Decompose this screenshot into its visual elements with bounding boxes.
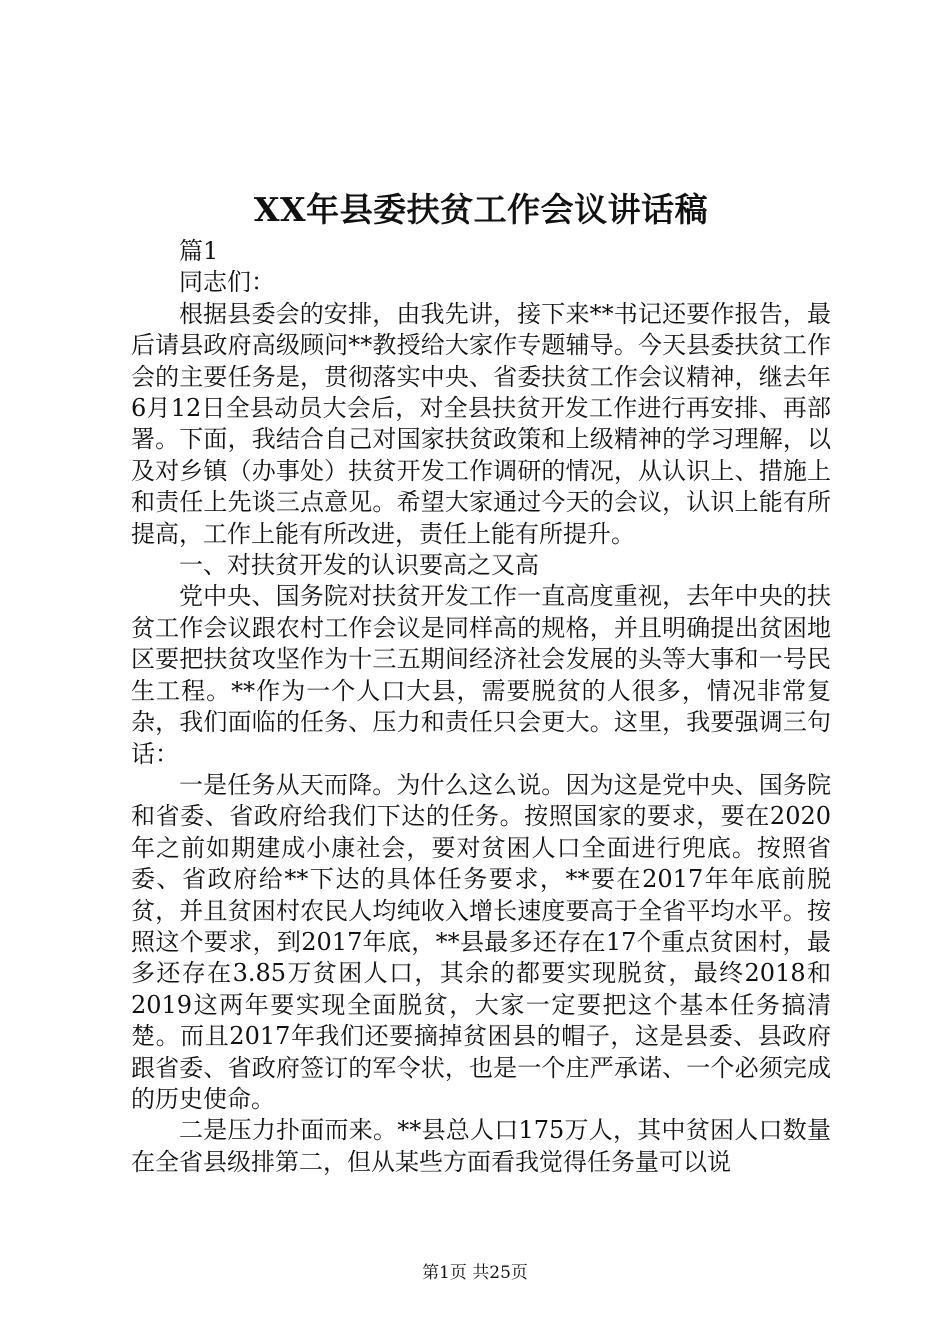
paragraph-pressure: 二是压力扑面而来。**县总人口175万人，其中贫困人口数量在全省县级排第二，但从某些方面看我觉得任务量可以说 — [131, 1116, 831, 1176]
paragraph-central-policy: 党中央、国务院对扶贫开发工作一直高度重视，去年中央的扶贫工作会议跟农村工作会议是同样高的规格，并且明确提出贫困地区要把扶贫攻坚作为十三五期间经济社会发展的头等大事和一号民生工程。**作为一个人口大县，需要脱贫的人很多，情况非常复杂，我们面临的任务、压力和责任只会更大。这里，我要强调三句话： — [131, 582, 831, 768]
page-footer: 第1页 共25页 — [422, 1263, 528, 1283]
paragraph-introduction: 根据县委会的安排，由我先讲，接下来**书记还要作报告，最后请县政府高级顾问**教授给大家作专题辅导。今天县委扶贫工作会的主要任务是，贯彻落实中央、省委扶贫工作会议精神，继去年6月12日全县动员大会后，对全县扶贫开发工作进行再安排、再部署。下面，我结合自己对国家扶贫政策和上级精神的学习理解，以及对乡镇（办事处）扶贫开发工作调研的情况，从认识上、措施上和责任上先谈三点意见。希望大家通过今天的会议，认识上能有所提高，工作上能有所改进，责任上能有所提升。 — [131, 299, 831, 548]
section-heading-one: 一、对扶贫开发的认识要高之又高 — [179, 551, 539, 580]
document-body — [131, 190, 831, 1178]
paragraph-task-from-above: 一是任务从天而降。为什么这么说。因为这是党中央、国务院和省委、省政府给我们下达的任务。按照国家的要求，要在2020年之前如期建成小康社会，要对贫困人口全面进行兜底。按照省委、省政府给**下达的具体任务要求，**要在2017年年底前脱贫，并且贫困村农民人均纯收入增长速度要高于全省平均水平。按照这个要求，到2017年底，**县最多还存在17个重点贫困村，最多还存在3.85万贫困人口，其余的都要实现脱贫，最终2018和2019这两年要实现全面脱贫，大家一定要把这个基本任务搞清楚。而且2017年我们还要摘掉贫困县的帽子，这是县委、县政府跟省委、省政府签订的军令状，也是一个庄严承诺、一个必须完成的历史使命。 — [131, 770, 831, 1113]
paragraph-section-label: 篇1 — [179, 237, 219, 265]
document-title: XX年县委扶贫工作会议讲话稿 — [253, 190, 709, 229]
paragraph-salutation: 同志们： — [179, 268, 275, 297]
